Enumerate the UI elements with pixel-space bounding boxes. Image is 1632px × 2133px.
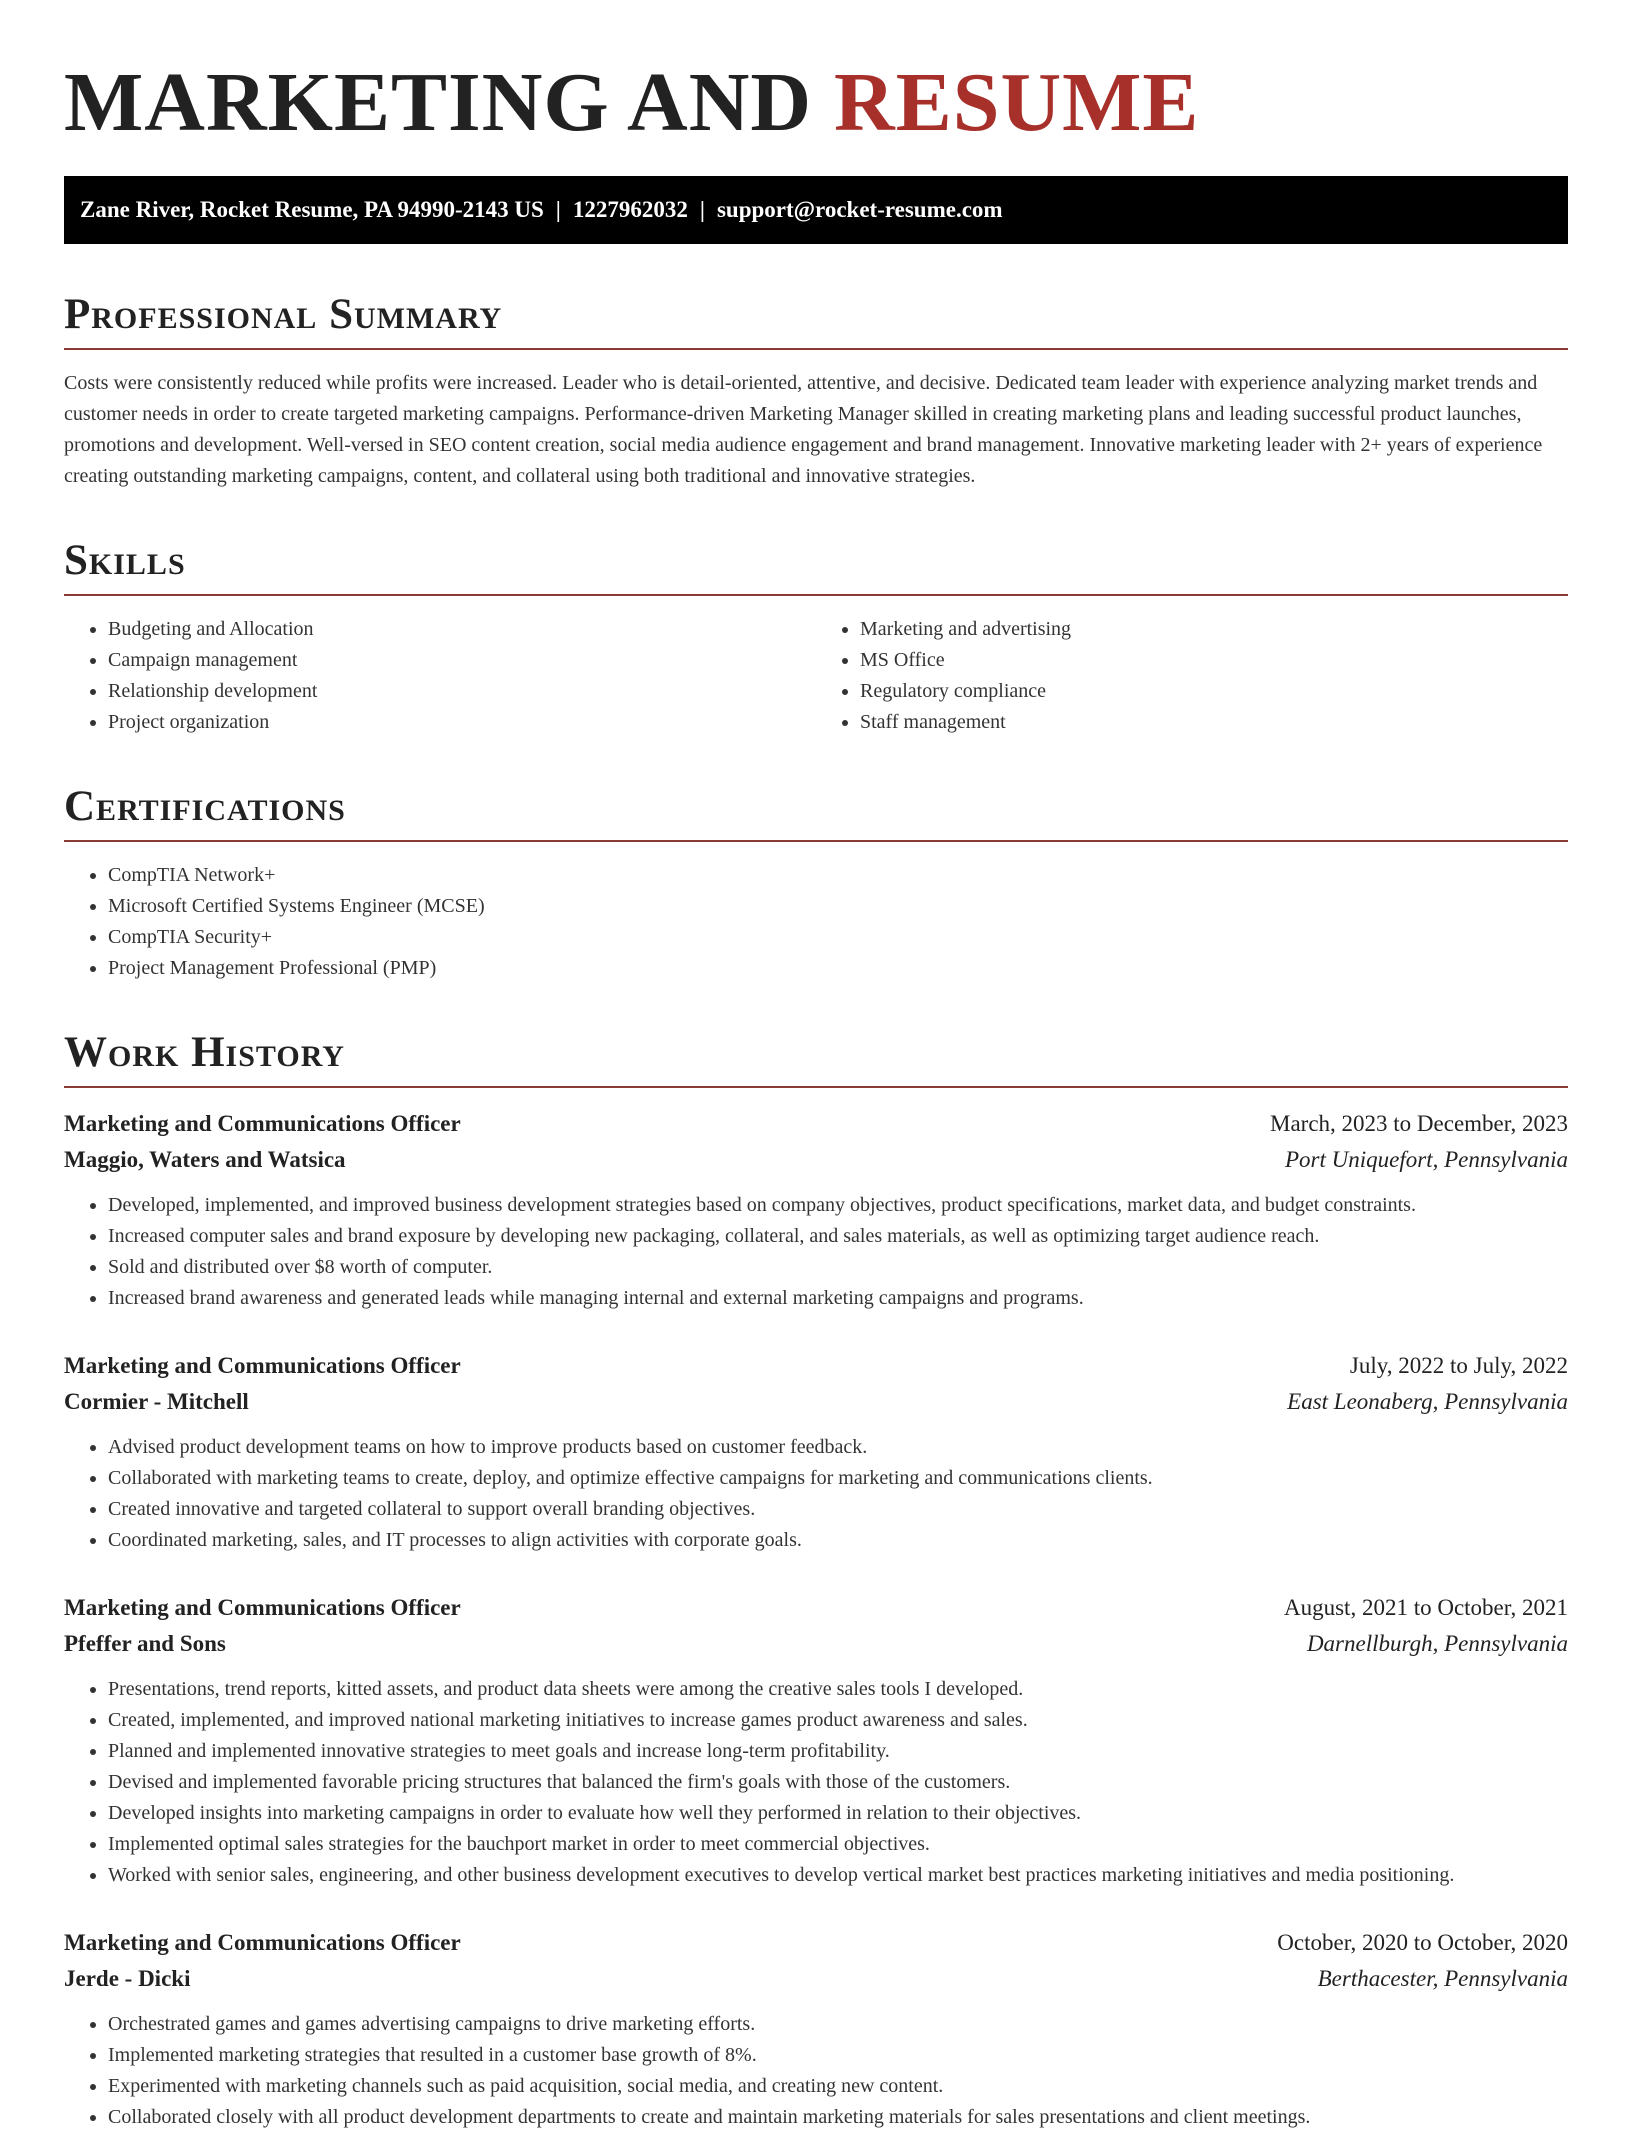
certification-item: • CompTIA Security+: [108, 922, 1568, 953]
skill-item: • Marketing and advertising: [860, 614, 1568, 645]
job-company-row: [64, 1384, 1568, 1420]
job-header-row: [64, 1925, 1568, 1961]
certification-item: • CompTIA Network+: [108, 860, 1568, 891]
certifications-section: [64, 782, 1568, 984]
skills-grid: [64, 614, 1568, 738]
job-bullet: • Worked with senior sales, engineering, and other business development executives to develop vertical market best practices marketing initiatives and media positioning.: [108, 1860, 1568, 1891]
skill-item: • Budgeting and Allocation: [108, 614, 816, 645]
job-company: Jerde - Dicki: [64, 1966, 191, 1991]
section-divider: [64, 840, 1568, 842]
job-bullet: • Sold and distributed over $8 worth of computer.: [108, 1252, 1568, 1283]
summary-section: [64, 290, 1568, 492]
job-dates: July, 2022 to July, 2022: [1349, 1353, 1568, 1378]
summary-text: Costs were consistently reduced while profits were increased. Leader who is detail-oriented, attentive, and decisive. Dedicated team leader with experience analyzing market trends and customer needs in order to create targeted marketing campaigns. Performance-driven Marketing Manager skilled in creating marketing plans and leading successful product launches, promotions and development. Well-versed in SEO content creation, social media audience engagement and brand management. Innovative marketing leader with 2+ years of experience creating outstanding marketing campaigns, content, and collateral using both traditional and innovative strategies.: [64, 372, 1543, 487]
job-bullet: • Increased brand awareness and generated leads while managing internal and external marketing campaigns and programs.: [108, 1283, 1568, 1314]
skills-list-left: [64, 614, 816, 738]
section-divider: [64, 594, 1568, 596]
job-bullets: [64, 1674, 1568, 1891]
contact-email[interactable]: support@rocket-resume.com: [716, 197, 1003, 222]
title-part-accent: RESUME: [834, 56, 1200, 149]
job-title: Marketing and Communications Officer: [64, 1595, 461, 1620]
skill-item: • Project organization: [108, 707, 816, 738]
job-bullet: • Increased computer sales and brand exposure by developing new packaging, collateral, and sales materials, as well as optimizing target audience reach.: [108, 1221, 1568, 1252]
section-title-skills: Skills: [64, 537, 186, 584]
job-company-row: [64, 1961, 1568, 1997]
job-bullet: • Created, implemented, and improved national marketing initiatives to increase games product awareness and sales.: [108, 1705, 1568, 1736]
contact-separator: |: [699, 197, 705, 222]
job-header-row: [64, 1348, 1568, 1384]
certifications-list: [64, 860, 1568, 984]
skill-item: • Regulatory compliance: [860, 676, 1568, 707]
job-location: Berthacester, Pennsylvania: [1317, 1966, 1568, 1991]
contact-separator: |: [555, 197, 561, 222]
job-company-row: [64, 1626, 1568, 1662]
job-title: Marketing and Communications Officer: [64, 1353, 461, 1378]
job-bullet: • Developed, implemented, and improved business development strategies based on company objectives, product specifications, market data, and budget constraints.: [108, 1190, 1568, 1221]
skill-item: • Campaign management: [108, 645, 816, 676]
job-location: East Leonaberg, Pennsylvania: [1287, 1389, 1568, 1414]
job-company: Pfeffer and Sons: [64, 1631, 226, 1656]
job-title: Marketing and Communications Officer: [64, 1930, 461, 1955]
job-bullet: • Experimented with marketing channels such as paid acquisition, social media, and creating new content.: [108, 2071, 1568, 2102]
job-entry: [64, 1106, 1568, 1314]
certification-item: • Project Management Professional (PMP): [108, 953, 1568, 984]
job-entry: [64, 1348, 1568, 1556]
job-bullet: • Created innovative and targeted collateral to support overall branding objectives.: [108, 1494, 1568, 1525]
title-part-main: MARKETING AND: [64, 56, 813, 149]
skill-item: • Staff management: [860, 707, 1568, 738]
job-bullets: [64, 1432, 1568, 1556]
job-entry: [64, 1590, 1568, 1891]
job-dates: March, 2023 to December, 2023: [1270, 1111, 1568, 1136]
skills-list-right: [816, 614, 1568, 738]
job-bullet: • Devised and implemented favorable pricing structures that balanced the firm's goals with those of the customers.: [108, 1767, 1568, 1798]
job-header-row: [64, 1106, 1568, 1142]
job-title: Marketing and Communications Officer: [64, 1111, 461, 1136]
work-history-section: [64, 1028, 1568, 2133]
job-company: Maggio, Waters and Watsica: [64, 1147, 346, 1172]
section-divider: [64, 348, 1568, 350]
job-bullet: • Implemented optimal sales strategies for the bauchport market in order to meet commercial objectives.: [108, 1829, 1568, 1860]
job-company: Cormier - Mitchell: [64, 1389, 249, 1414]
job-bullet: • Presentations, trend reports, kitted assets, and product data sheets were among the creative sales tools I developed.: [108, 1674, 1568, 1705]
job-bullet: • Coordinated marketing, sales, and IT processes to align activities with corporate goals.: [108, 1525, 1568, 1556]
contact-bar: [64, 176, 1568, 244]
job-bullet: • Collaborated with marketing teams to create, deploy, and optimize effective campaigns for marketing and communications clients.: [108, 1463, 1568, 1494]
job-entry: [64, 1925, 1568, 2133]
resume-title: [64, 58, 1568, 148]
contact-phone: 1227962032: [572, 197, 688, 222]
job-header-row: [64, 1590, 1568, 1626]
job-bullets: [64, 1190, 1568, 1314]
section-title-summary: Professional Summary: [64, 291, 503, 338]
job-location: Port Uniquefort, Pennsylvania: [1285, 1147, 1568, 1172]
section-title-work-history: Work History: [64, 1029, 345, 1076]
job-company-row: [64, 1142, 1568, 1178]
job-bullet: • Orchestrated games and games advertising campaigns to drive marketing efforts.: [108, 2009, 1568, 2040]
job-bullet: • Collaborated closely with all product development departments to create and maintain marketing materials for sales presentations and client meetings.: [108, 2102, 1568, 2133]
job-dates: October, 2020 to October, 2020: [1277, 1930, 1568, 1955]
job-bullet: • Developed insights into marketing campaigns in order to evaluate how well they performed in relation to their objectives.: [108, 1798, 1568, 1829]
job-dates: August, 2021 to October, 2021: [1284, 1595, 1568, 1620]
job-bullet: • Advised product development teams on how to improve products based on customer feedback.: [108, 1432, 1568, 1463]
section-divider: [64, 1086, 1568, 1088]
skill-item: • MS Office: [860, 645, 1568, 676]
skills-section: [64, 536, 1568, 738]
job-bullet: • Implemented marketing strategies that resulted in a customer base growth of 8%.: [108, 2040, 1568, 2071]
job-bullets: [64, 2009, 1568, 2133]
job-location: Darnellburgh, Pennsylvania: [1306, 1631, 1568, 1656]
section-title-certifications: Certifications: [64, 783, 346, 830]
certification-item: • Microsoft Certified Systems Engineer (MCSE): [108, 891, 1568, 922]
contact-address: Zane River, Rocket Resume, PA 94990-2143 US: [80, 197, 544, 222]
job-bullet: • Planned and implemented innovative strategies to meet goals and increase long-term profitability.: [108, 1736, 1568, 1767]
skill-item: • Relationship development: [108, 676, 816, 707]
